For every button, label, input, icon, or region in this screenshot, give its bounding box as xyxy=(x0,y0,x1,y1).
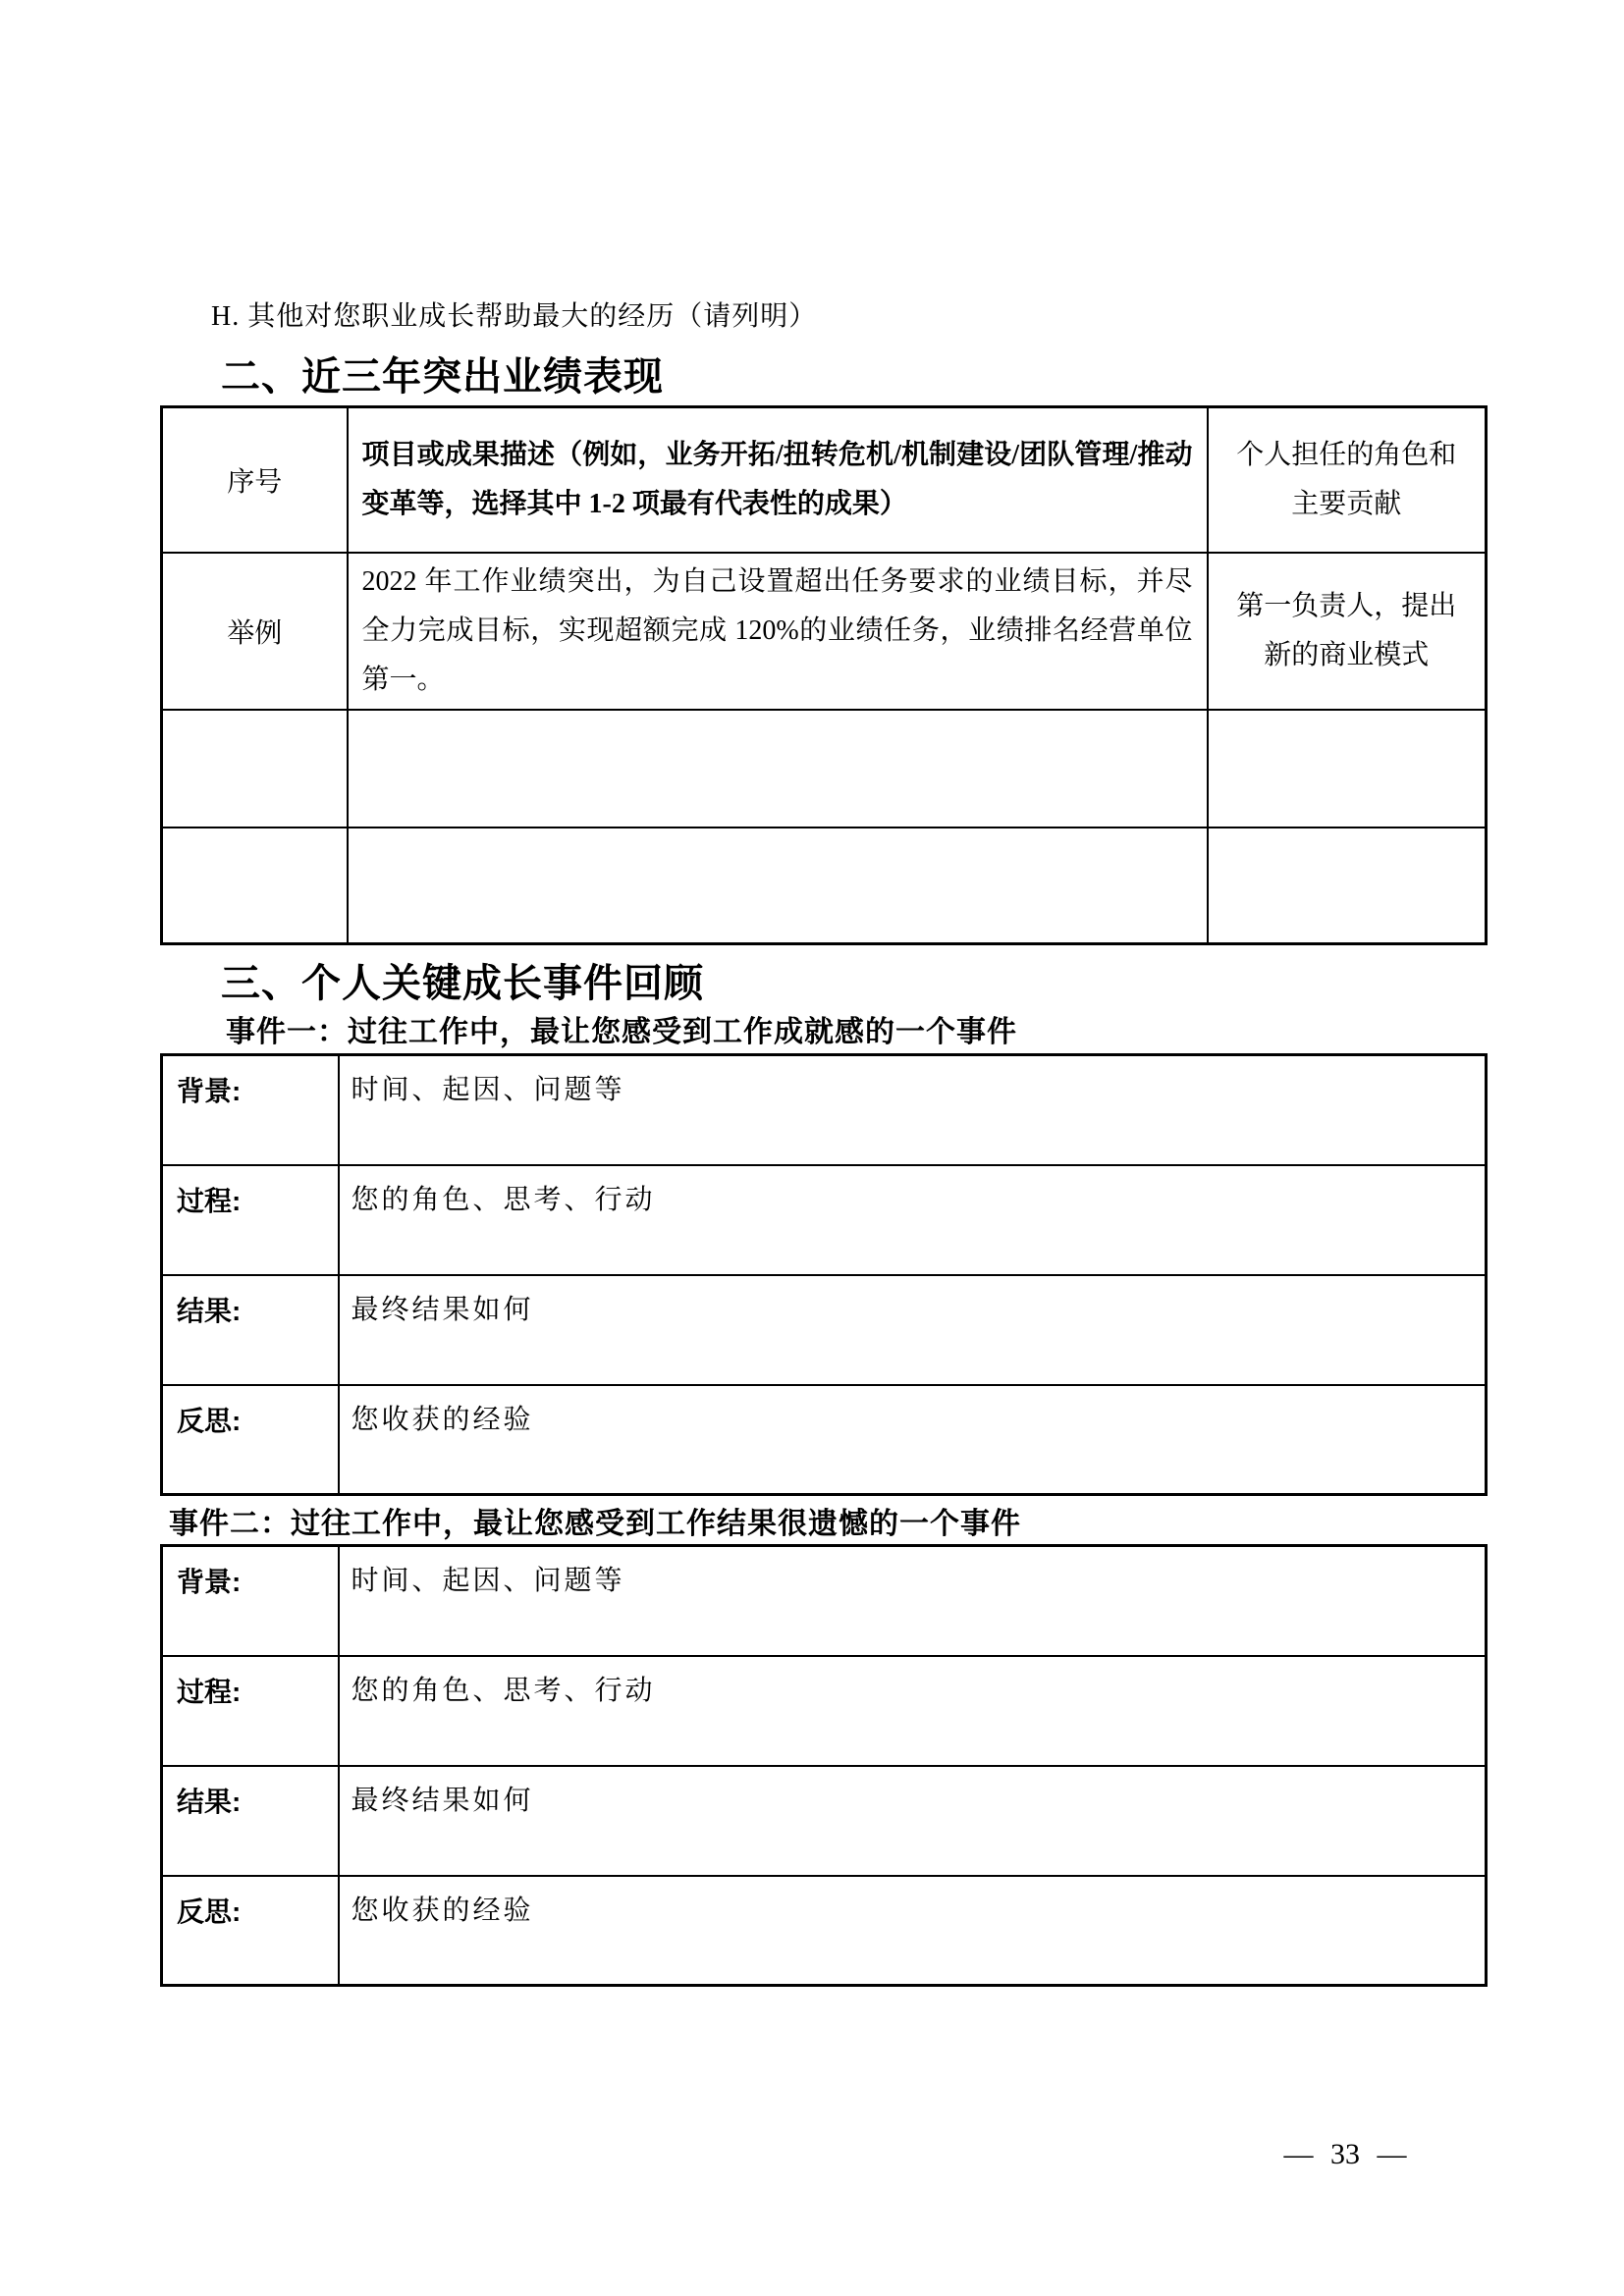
row-label: 反思: xyxy=(162,1385,339,1495)
empty-seq-cell xyxy=(162,710,348,828)
empty-role-cell xyxy=(1208,828,1487,944)
event2-row-process xyxy=(162,1656,1487,1766)
row-hint: 您收获的经验 xyxy=(339,1385,1487,1495)
performance-empty-row-2 xyxy=(162,828,1487,944)
example-description-cell: 2022 年工作业绩突出，为自己设置超出任务要求的业绩目标，并尽全力完成目标，实现超额完成 120%的业绩任务，业绩排名经营单位第一。 xyxy=(348,553,1208,710)
row-hint: 时间、起因、问题等 xyxy=(339,1055,1487,1165)
row-label: 背景: xyxy=(162,1055,339,1165)
empty-seq-cell xyxy=(162,828,348,944)
row-label: 过程: xyxy=(162,1165,339,1275)
row-hint: 最终结果如何 xyxy=(339,1275,1487,1385)
seq-column-header: 序号 xyxy=(162,407,348,553)
event1-row-background xyxy=(162,1055,1487,1165)
row-hint: 时间、起因、问题等 xyxy=(339,1546,1487,1656)
event1-title: 事件一：过往工作中，最让您感受到工作成就感的一个事件 xyxy=(226,1016,1017,1048)
example-seq-cell: 举例 xyxy=(162,553,348,710)
event2-title: 事件二：过往工作中，最让您感受到工作结果很遗憾的一个事件 xyxy=(169,1508,1021,1540)
empty-description-cell xyxy=(348,710,1208,828)
performance-table xyxy=(160,405,1488,945)
event2-row-background xyxy=(162,1546,1487,1656)
performance-example-row xyxy=(162,553,1487,710)
row-label: 背景: xyxy=(162,1546,339,1656)
role-column-header: 个人担任的角色和主要贡献 xyxy=(1208,407,1487,553)
performance-header-row xyxy=(162,407,1487,553)
row-label: 过程: xyxy=(162,1656,339,1766)
event1-row-reflection xyxy=(162,1385,1487,1495)
description-column-header: 项目或成果描述（例如，业务开拓/扭转危机/机制建设/团队管理/推动变革等，选择其中 1-2 项最有代表性的成果） xyxy=(348,407,1208,553)
empty-role-cell xyxy=(1208,710,1487,828)
event2-table xyxy=(160,1544,1488,1987)
row-label: 结果: xyxy=(162,1275,339,1385)
event1-row-result xyxy=(162,1275,1487,1385)
row-hint: 您的角色、思考、行动 xyxy=(339,1165,1487,1275)
row-hint: 最终结果如何 xyxy=(339,1766,1487,1876)
event1-row-process xyxy=(162,1165,1487,1275)
intro-item-h: H. 其他对您职业成长帮助最大的经历（请列明） xyxy=(211,301,818,332)
performance-empty-row-1 xyxy=(162,710,1487,828)
section-heading-performance: 二、近三年突出业绩表现 xyxy=(221,355,664,399)
row-label: 反思: xyxy=(162,1876,339,1986)
row-hint: 您的角色、思考、行动 xyxy=(339,1656,1487,1766)
page-number: — 33 — xyxy=(1283,2138,1407,2170)
empty-description-cell xyxy=(348,828,1208,944)
event2-row-result xyxy=(162,1766,1487,1876)
event1-table xyxy=(160,1053,1488,1496)
row-label: 结果: xyxy=(162,1766,339,1876)
example-role-cell: 第一负责人，提出新的商业模式 xyxy=(1208,553,1487,710)
row-hint: 您收获的经验 xyxy=(339,1876,1487,1986)
section-heading-growth: 三、个人关键成长事件回顾 xyxy=(221,962,704,1005)
event2-row-reflection xyxy=(162,1876,1487,1986)
